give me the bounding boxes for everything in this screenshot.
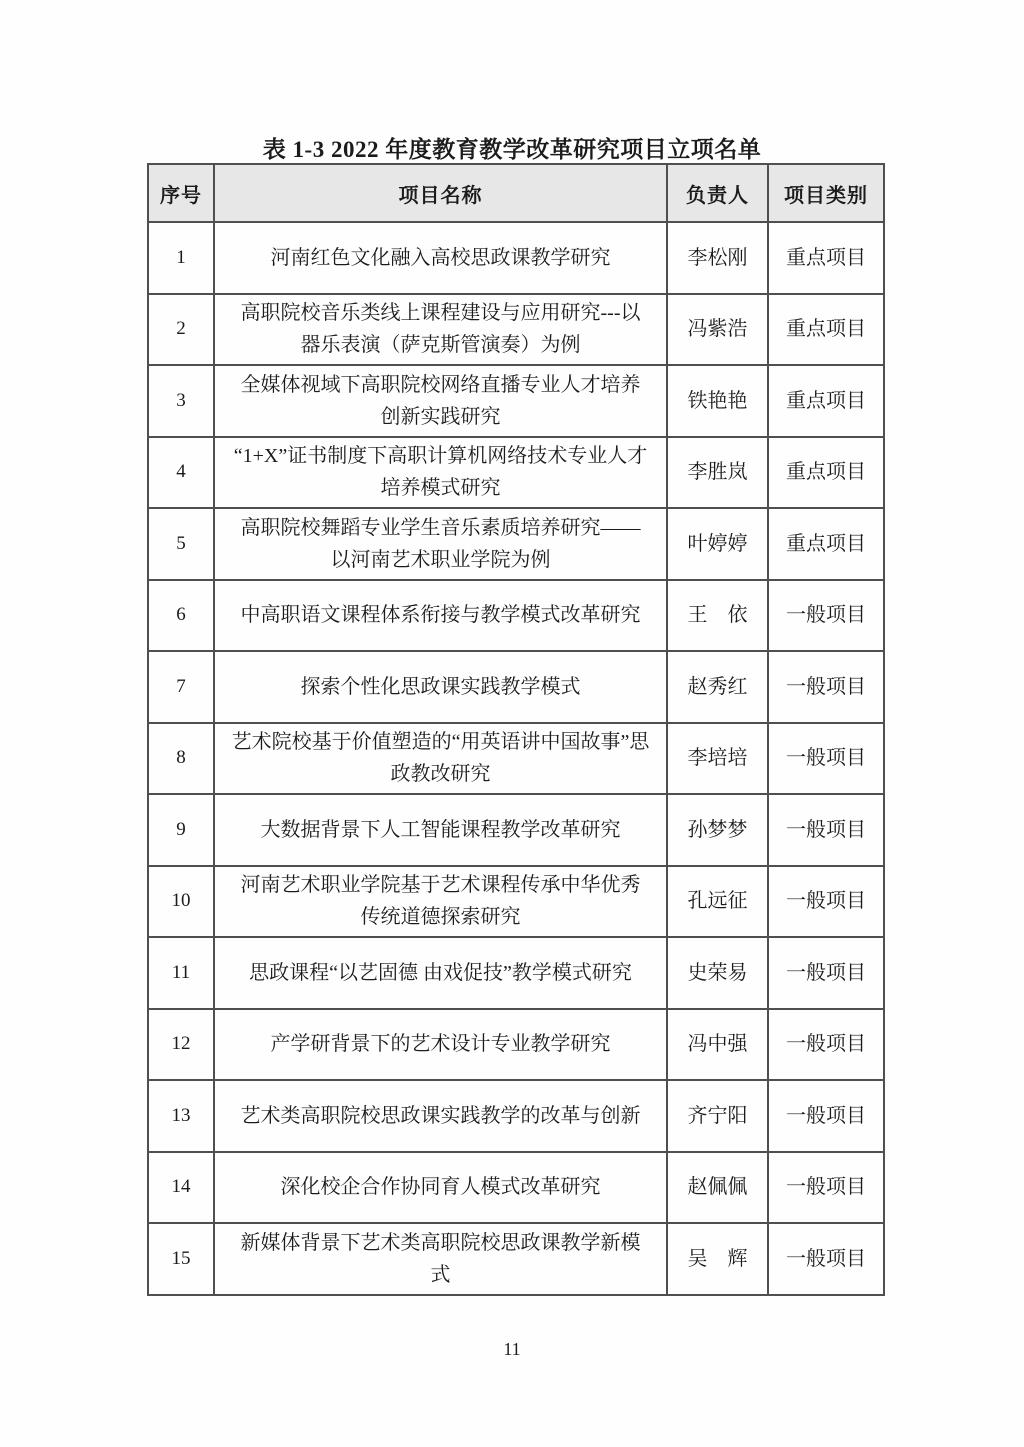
project-name: 高职院校音乐类线上课程建设与应用研究---以器乐表演（萨克斯管演奏）为例 — [214, 294, 667, 366]
project-category: 一般项目 — [768, 723, 884, 795]
project-name: 河南艺术职业学院基于艺术课程传承中华优秀传统道德探索研究 — [214, 866, 667, 938]
project-category: 一般项目 — [768, 1152, 884, 1224]
table-row — [148, 1152, 884, 1224]
project-name: 深化校企合作协同育人模式改革研究 — [214, 1152, 667, 1224]
row-serial-number: 5 — [148, 508, 214, 580]
project-name: 思政课程“以艺固德 由戏促技”教学模式研究 — [214, 937, 667, 1009]
project-category: 重点项目 — [768, 365, 884, 437]
leader-name: 李胜岚 — [667, 437, 768, 509]
table-row — [148, 508, 884, 580]
header-project-name: 项目名称 — [214, 164, 667, 222]
project-category: 重点项目 — [768, 437, 884, 509]
table-row — [148, 580, 884, 652]
project-name: 高职院校舞蹈专业学生音乐素质培养研究——以河南艺术职业学院为例 — [214, 508, 667, 580]
table-header-row — [148, 164, 884, 222]
project-category: 一般项目 — [768, 1223, 884, 1295]
row-serial-number: 9 — [148, 794, 214, 866]
row-serial-number: 13 — [148, 1080, 214, 1152]
table-row — [148, 437, 884, 509]
row-serial-number: 4 — [148, 437, 214, 509]
row-serial-number: 10 — [148, 866, 214, 938]
row-serial-number: 11 — [148, 937, 214, 1009]
header-serial-number: 序号 — [148, 164, 214, 222]
project-name: 产学研背景下的艺术设计专业教学研究 — [214, 1009, 667, 1081]
project-approval-table — [147, 163, 885, 1296]
row-serial-number: 6 — [148, 580, 214, 652]
project-name: 艺术类高职院校思政课实践教学的改革与创新 — [214, 1080, 667, 1152]
row-serial-number: 3 — [148, 365, 214, 437]
leader-name: 王 依 — [667, 580, 768, 652]
row-serial-number: 2 — [148, 294, 214, 366]
project-category: 一般项目 — [768, 580, 884, 652]
project-category: 一般项目 — [768, 651, 884, 723]
leader-name: 赵佩佩 — [667, 1152, 768, 1224]
project-name: 中高职语文课程体系衔接与教学模式改革研究 — [214, 580, 667, 652]
table-row — [148, 794, 884, 866]
project-name: “1+X”证书制度下高职计算机网络技术专业人才培养模式研究 — [214, 437, 667, 509]
table-row — [148, 294, 884, 366]
leader-name: 孙梦梦 — [667, 794, 768, 866]
project-name: 新媒体背景下艺术类高职院校思政课教学新模式 — [214, 1223, 667, 1295]
leader-name: 叶婷婷 — [667, 508, 768, 580]
table-row — [148, 651, 884, 723]
project-category: 一般项目 — [768, 794, 884, 866]
project-category: 重点项目 — [768, 294, 884, 366]
table-row — [148, 1080, 884, 1152]
project-category: 一般项目 — [768, 937, 884, 1009]
project-name: 艺术院校基于价值塑造的“用英语讲中国故事”思政教改研究 — [214, 723, 667, 795]
row-serial-number: 14 — [148, 1152, 214, 1224]
row-serial-number: 15 — [148, 1223, 214, 1295]
table-row — [148, 222, 884, 294]
table-title: 表 1-3 2022 年度教育教学改革研究项目立项名单 — [262, 137, 762, 162]
project-category: 重点项目 — [768, 508, 884, 580]
leader-name: 史荣易 — [667, 937, 768, 1009]
row-serial-number: 7 — [148, 651, 214, 723]
leader-name: 李培培 — [667, 723, 768, 795]
leader-name: 冯紫浩 — [667, 294, 768, 366]
table-row — [148, 1223, 884, 1295]
leader-name: 齐宁阳 — [667, 1080, 768, 1152]
project-name: 全媒体视域下高职院校网络直播专业人才培养创新实践研究 — [214, 365, 667, 437]
project-name: 大数据背景下人工智能课程教学改革研究 — [214, 794, 667, 866]
project-category: 一般项目 — [768, 1080, 884, 1152]
project-name: 河南红色文化融入高校思政课教学研究 — [214, 222, 667, 294]
leader-name: 李松刚 — [667, 222, 768, 294]
page-number: 11 — [503, 1339, 521, 1359]
leader-name: 铁艳艳 — [667, 365, 768, 437]
project-category: 一般项目 — [768, 866, 884, 938]
header-project-category: 项目类别 — [768, 164, 884, 222]
table-row — [148, 365, 884, 437]
table-row — [148, 866, 884, 938]
project-name: 探索个性化思政课实践教学模式 — [214, 651, 667, 723]
row-serial-number: 12 — [148, 1009, 214, 1081]
table-row — [148, 1009, 884, 1081]
table-row — [148, 937, 884, 1009]
project-category: 一般项目 — [768, 1009, 884, 1081]
header-leader: 负责人 — [667, 164, 768, 222]
project-category: 重点项目 — [768, 222, 884, 294]
leader-name: 赵秀红 — [667, 651, 768, 723]
row-serial-number: 1 — [148, 222, 214, 294]
table-row — [148, 723, 884, 795]
leader-name: 吴 辉 — [667, 1223, 768, 1295]
leader-name: 冯中强 — [667, 1009, 768, 1081]
row-serial-number: 8 — [148, 723, 214, 795]
leader-name: 孔远征 — [667, 866, 768, 938]
